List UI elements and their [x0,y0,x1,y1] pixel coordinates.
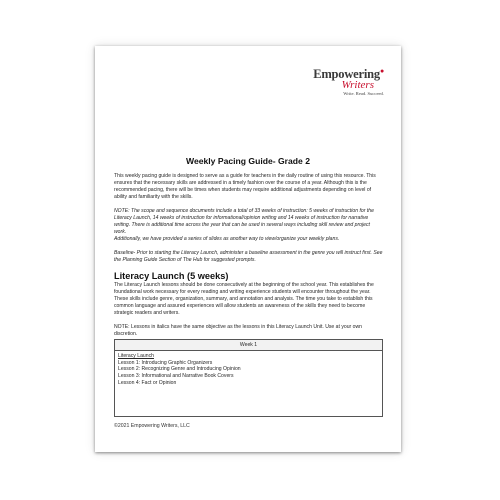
logo-wordmark: Empowering [313,67,380,81]
copyright-footer: ©2021 Empowering Writers, LLC [114,423,190,429]
week-table [114,339,383,417]
lesson-item: Lesson 2: Recognizing Genre and Introducing Opinion [118,366,241,373]
baseline-paragraph: Baseline- Prior to starting the Literacy Launch, administer a baseline assessment in the genre you will instruct first. See the Planning Guide Section of The Hub for suggested prompts. [114,249,383,263]
logo-script: Writers [341,78,374,91]
section-heading: Literacy Launch (5 weeks) [114,270,229,281]
week-subheading: Literacy Launch [118,353,154,360]
logo-dot-icon: ● [379,67,384,75]
lesson-item: Lesson 1: Introducing Graphic Organizers [118,359,213,366]
document-body [114,173,383,417]
note-scope-paragraph [114,208,383,243]
note-scope-text: NOTE: The scope and sequence documents include a total of 33 weeks of instruction: 5 weeks of instruction for the Literacy Launch, 14 weeks of instruction for informational/opinion writing and 14 weeks of instruction for narrative writing. There is additional time across the year that can be used in several ways including skill review and project work. [114,207,374,236]
lesson-item: Lesson 4: Fact or Opinion [118,379,177,386]
lesson-item: Lesson 3: Informational and Narrative Book Covers [118,373,234,380]
note-slides-text: Additionally, we have provided a series of slides as another way to view/organize your weekly plans. [114,236,340,243]
week-cell [115,350,383,417]
document-title: Weekly Pacing Guide- Grade 2 [185,156,311,166]
empowering-writers-logo [313,68,384,96]
note-italics-paragraph: NOTE: Lessons in italics have the same objective as the lessons in this Literacy Launch Unit. Use at your own discretion. [114,324,363,338]
intro-paragraph: This weekly pacing guide is designed to serve as a guide for teachers in the daily routine of using this resource. This ensures that the necessary skills are addressed in a timely fashion over the course of a year. Although this is the recommended pacing, there will be times when students may require additional adjustments depending on level of ability and familiarity with the skills. [114,173,376,201]
document-page [95,46,401,452]
logo-tagline: Write. Read. Succeed. [343,90,384,96]
section-paragraph: The Literacy Launch lessons should be done consecutively at the beginning of the school year. This establishes the foundational work necessary for every reading and writing experience students will encounter throughout the year. These skills include genre, organization, summary, and annotation and analysis. The time you take to establish this common language and assured experiences will allow students an awareness of the skills they need to become strategic readers and writers. [114,282,374,317]
week-header: Week 1 [115,340,383,351]
